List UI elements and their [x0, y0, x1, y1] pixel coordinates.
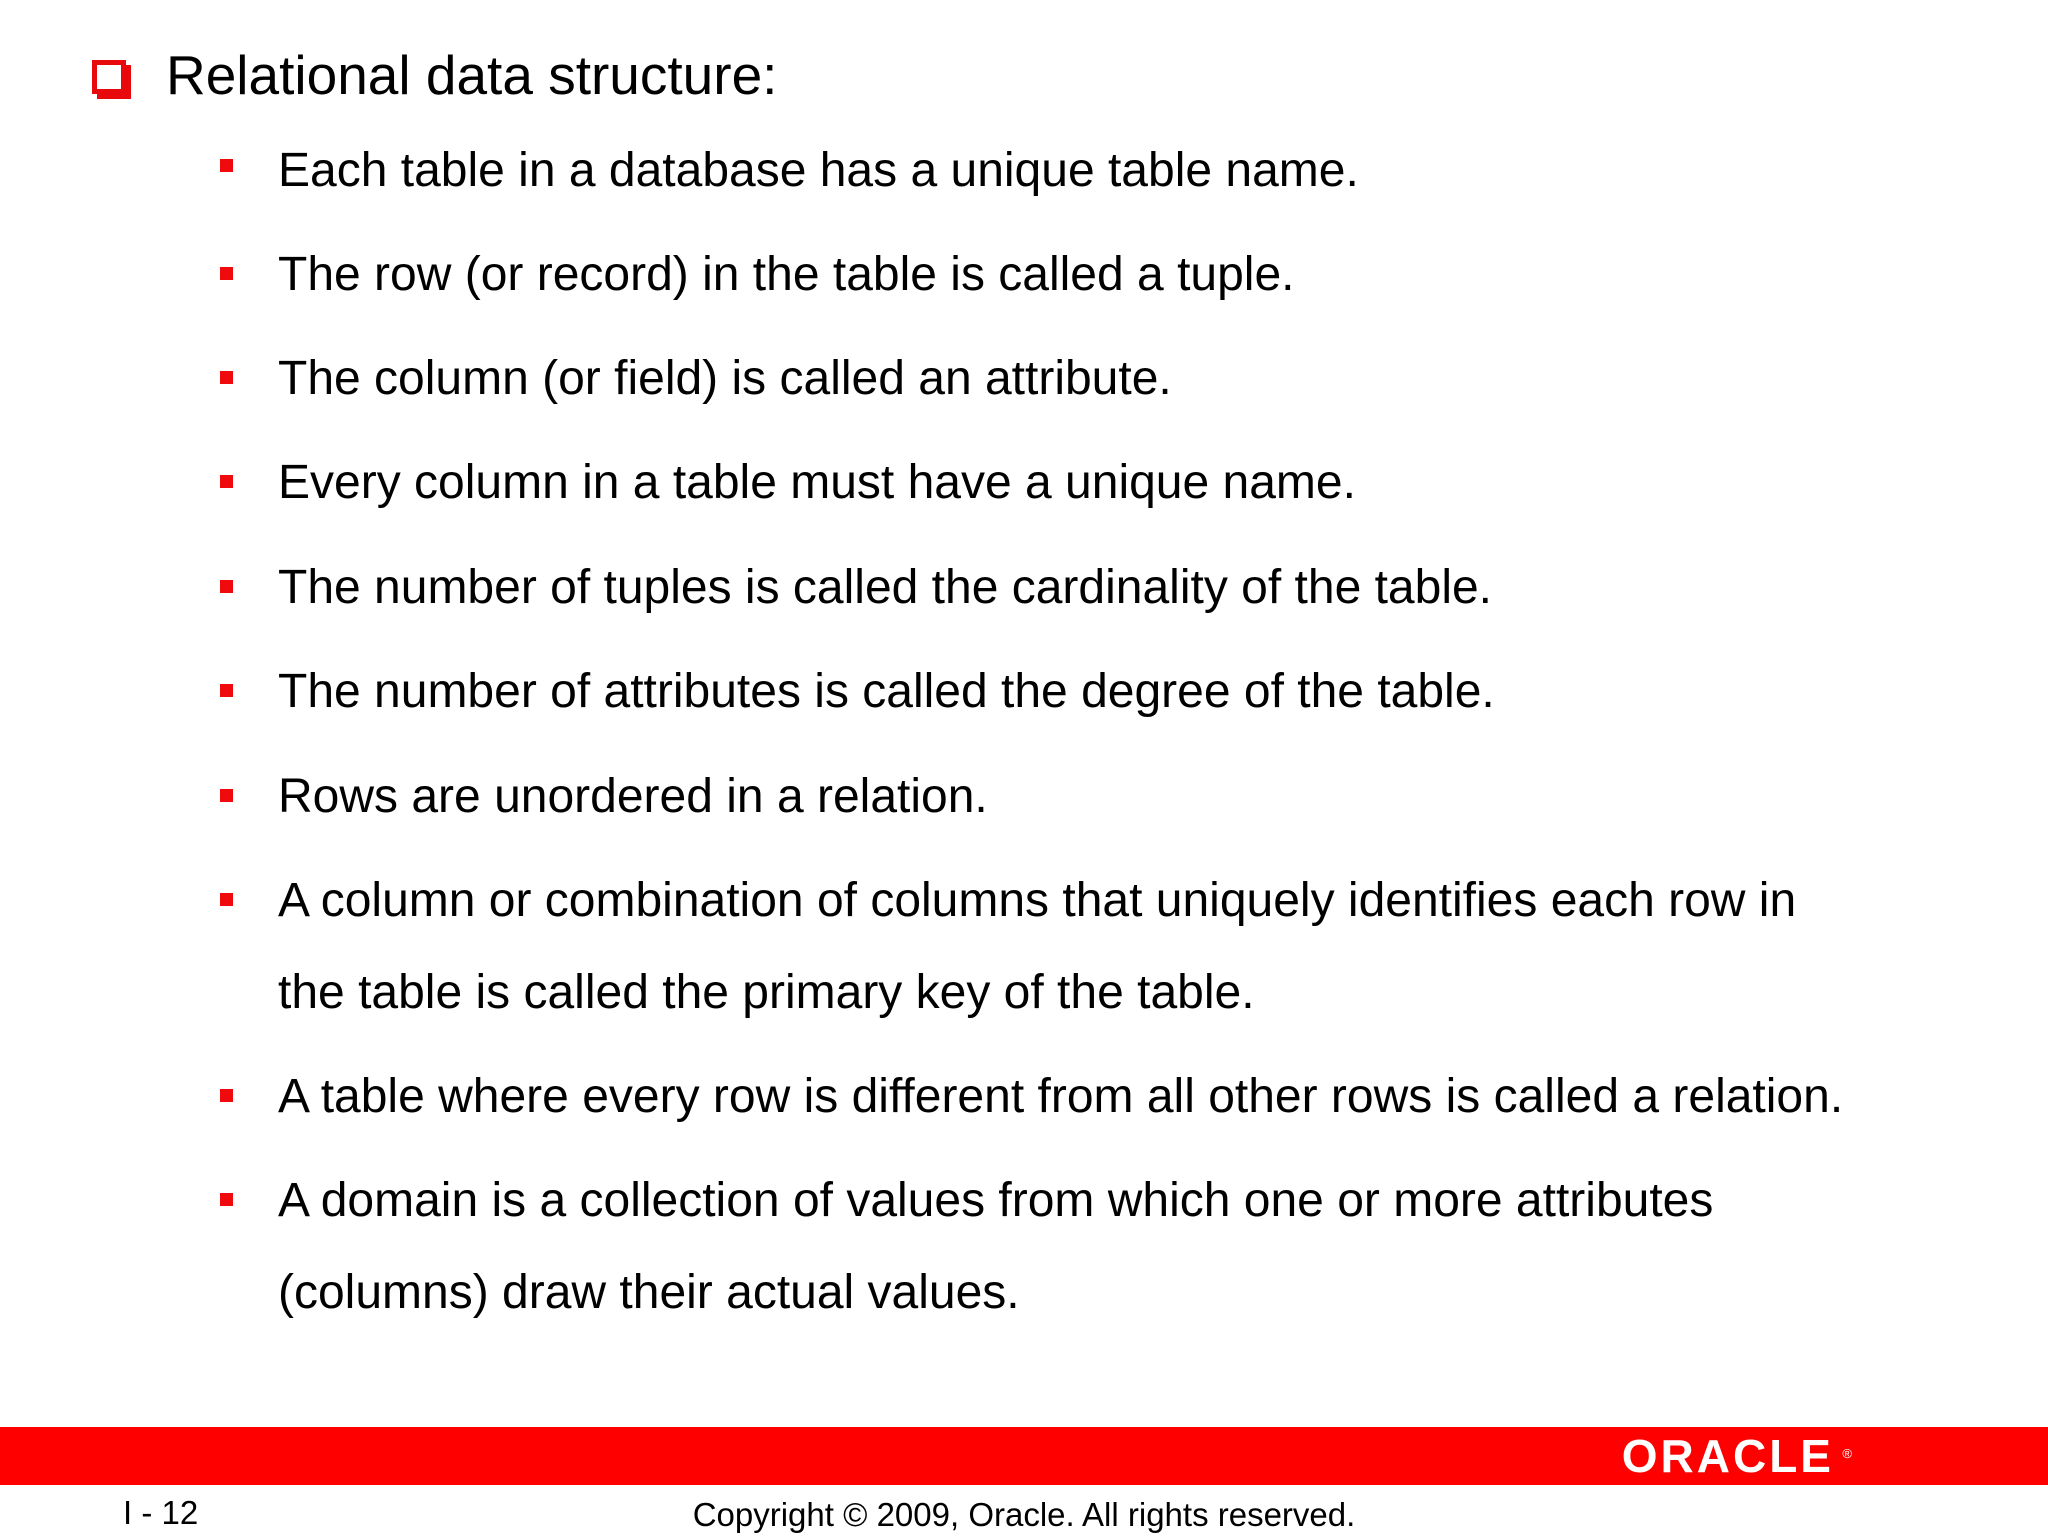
bullet-text [278, 1155, 1998, 1339]
bullet-text [278, 855, 1998, 1039]
red-square-bullet-icon [220, 580, 233, 593]
bullet-text [278, 437, 1998, 529]
copyright-text: Copyright © 2009, Oracle. All rights reserved. [692, 1496, 1356, 1533]
bullet-text [278, 333, 1998, 425]
bullet-line: A column or combination of columns that uniquely identifies each row in [278, 874, 1797, 927]
bullet-line: (columns) draw their actual values. [278, 1266, 1020, 1319]
bullet-line: A domain is a collection of values from which one or more attributes [278, 1174, 1714, 1227]
bullet-text [278, 646, 1998, 738]
bullet-text [278, 751, 1998, 843]
heading-text: Relational data structure: [166, 44, 778, 106]
oracle-logo [1621, 1430, 1852, 1482]
oracle-logo-text: ORACLE [1621, 1430, 1834, 1482]
red-square-bullet-icon [220, 267, 233, 280]
bullet-line: Rows are unordered in a relation. [278, 770, 988, 823]
bullet-line: The column (or field) is called an attribute. [278, 352, 1172, 405]
bullet-text [278, 229, 1998, 321]
red-square-bullet-icon [220, 475, 233, 488]
footer-bar [0, 1427, 2048, 1485]
bullet-line: A table where every row is different from all other rows is called a relation. [278, 1070, 1844, 1123]
registered-mark: ® [1842, 1446, 1852, 1461]
bullet-line: Every column in a table must have a unique name. [278, 456, 1356, 509]
bullet-line: Each table in a database has a unique table name. [278, 144, 1359, 197]
bullet-line: The number of tuples is called the cardinality of the table. [278, 561, 1493, 614]
bullet-line: The number of attributes is called the degree of the table. [278, 665, 1495, 718]
bullet-line: the table is called the primary key of the table. [278, 966, 1255, 1019]
bullet-text [278, 125, 1998, 217]
red-square-bullet-icon [220, 684, 233, 697]
red-square-bullet-icon [220, 789, 233, 802]
red-square-bullet-icon [220, 893, 233, 906]
red-square-bullet-icon [220, 1193, 233, 1206]
red-square-bullet-icon [220, 1089, 233, 1102]
bullet-text [278, 542, 1998, 634]
red-square-bullet-icon [220, 159, 233, 172]
bullet-line: The row (or record) in the table is called a tuple. [278, 248, 1295, 301]
page-number: I - 12 [123, 1494, 199, 1531]
red-square-bullet-icon [220, 371, 233, 384]
bullet-text [278, 1051, 1998, 1143]
